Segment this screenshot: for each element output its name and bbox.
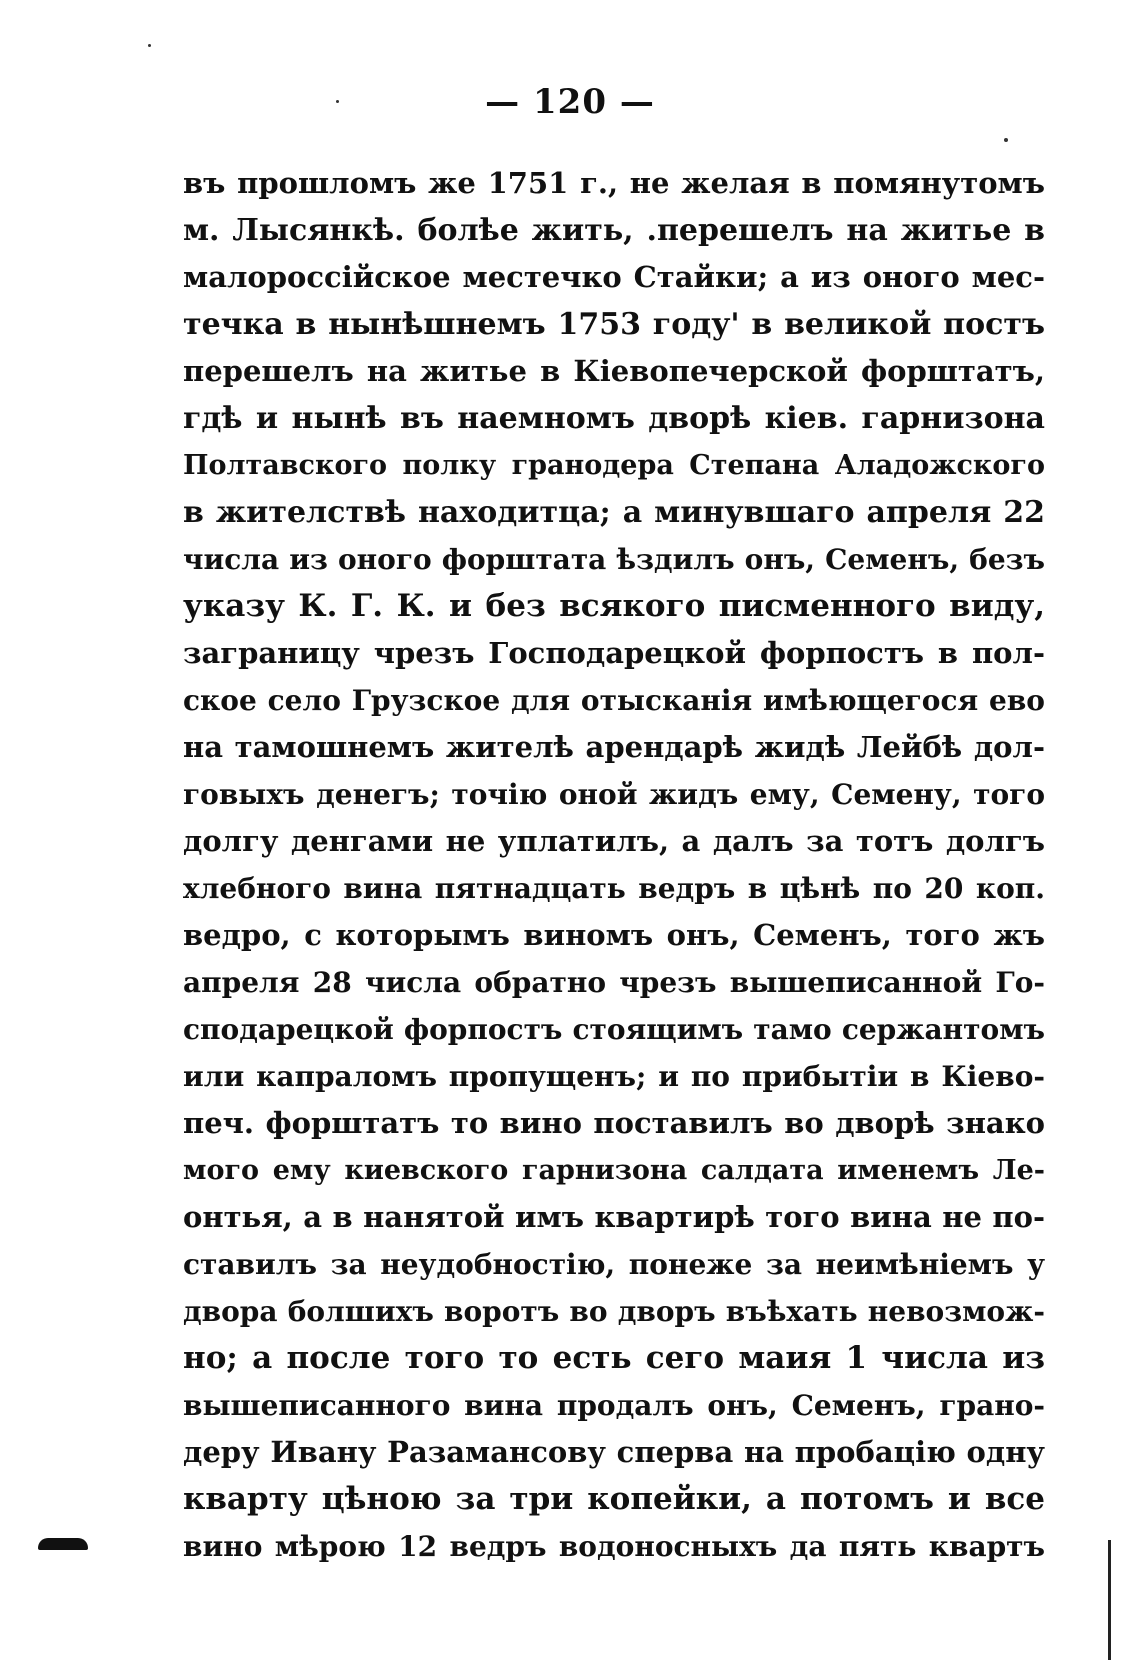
text-line: ведро, с которымъ виномъ онъ, Семенъ, того жъ (183, 918, 1045, 952)
text-line: гдѣ и нынѣ въ наемномъ дворѣ кіев. гарнизона (183, 401, 1045, 436)
page-number: — 120 — (485, 82, 655, 122)
text-line: ставилъ за неудобностію, понеже за неимѣніемъ у (183, 1248, 1045, 1281)
text-line: указу К. Г. К. и без всякого писменного виду, (183, 588, 1045, 624)
text-line: вышеписанного вина продалъ онъ, Семенъ, грано- (183, 1389, 1045, 1422)
text-line: или капраломъ пропущенъ; и по прибытіи в Кіево- (183, 1060, 1045, 1093)
text-line: деру Ивану Разамансову сперва на пробацію одну (183, 1435, 1045, 1469)
text-line: Полтавского полку гранодера Степана Аладожского (183, 450, 1045, 481)
text-line: заграницу чрезъ Господарецкой форпостъ в пол- (183, 636, 1045, 670)
dust-speck (1004, 138, 1008, 142)
text-line: въ прошломъ же 1751 г., не желая в помянутомъ (183, 166, 1045, 200)
text-line: но; а после того то есть сего маия 1 числа из (183, 1340, 1045, 1376)
text-line: хлебного вина пятнадцать ведръ в цѣнѣ по 20 коп. (183, 872, 1045, 905)
body-text (183, 160, 1045, 1570)
ink-blot-mark (38, 1538, 88, 1550)
text-line: двора болшихъ воротъ во дворъ въѣхать невозмож- (183, 1295, 1045, 1328)
text-line: печ. форштатъ то вино поставилъ во дворѣ знако (183, 1106, 1045, 1140)
text-line: на тамошнемъ жителѣ арендарѣ жидѣ Лейбѣ дол- (183, 730, 1045, 764)
margin-rule-mark (1108, 1540, 1111, 1660)
dust-speck (336, 100, 339, 103)
text-line: в жителствѣ находитца; а минувшаго апреля 22 (183, 495, 1045, 530)
text-line: течка в нынѣшнемъ 1753 году' в великой постъ (183, 307, 1045, 342)
text-line: говыхъ денегъ; точію оной жидъ ему, Семену, того (183, 778, 1045, 811)
text-line: сподарецкой форпостъ стоящимъ тамо сержантомъ (183, 1013, 1045, 1046)
text-line: вино мѣрою 12 ведръ водоносныхъ да пять квартъ (183, 1530, 1045, 1563)
text-line: мого ему киевского гарнизона салдата именемъ Ле- (183, 1155, 1045, 1186)
text-line: кварту цѣною за три копейки, а потомъ и все (183, 1481, 1045, 1517)
text-line: перешелъ на житье в Кіевопечерской форштатъ, (183, 354, 1045, 388)
text-line: долгу денгами не уплатилъ, а далъ за тотъ долгъ (183, 824, 1045, 858)
text-line: ское село Грузское для отысканія имѣющегося ево (183, 684, 1045, 717)
text-line: м. Лысянкѣ. болѣе жить, .перешелъ на житье в (183, 213, 1045, 248)
text-line: числа из оного форштата ѣздилъ онъ, Семенъ, безъ (183, 543, 1045, 576)
dust-speck (148, 44, 151, 47)
text-line: онтья, а в нанятой имъ квартирѣ того вина не по- (183, 1200, 1045, 1234)
text-line: малороссійское местечко Стайки; а из оного мес- (183, 260, 1045, 294)
text-line: апреля 28 числа обратно чрезъ вышеписанной Го- (183, 966, 1045, 999)
